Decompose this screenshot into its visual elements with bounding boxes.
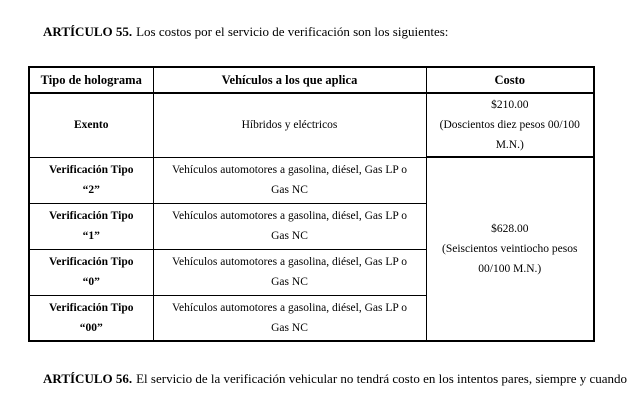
verification-cost-table bbox=[28, 66, 595, 342]
costo-merged-words-line1: (Seiscientos veintiocho pesos bbox=[442, 243, 578, 255]
header-tipo-de-holograma: Tipo de holograma bbox=[29, 67, 153, 93]
cell-costo-exento bbox=[426, 93, 594, 157]
header-costo: Costo bbox=[426, 67, 594, 93]
vehiculos-tipo-1-line1: Vehículos automotores a gasolina, diésel, Gas LP o bbox=[172, 210, 407, 222]
cell-tipo-0 bbox=[29, 249, 153, 295]
article-56-text: El servicio de la verificación vehicular no tendrá costo en los intentos pares, siempre y cuando bbox=[136, 371, 628, 386]
cell-vehiculos-tipo-2 bbox=[153, 157, 426, 203]
cell-vehiculos-exento: Híbridos y eléctricos bbox=[153, 93, 426, 157]
costo-exento-words-line1: (Doscientos diez pesos 00/100 bbox=[439, 119, 580, 131]
article-56-label: ARTÍCULO 56. bbox=[43, 371, 133, 386]
vehiculos-tipo-00-line2: Gas NC bbox=[271, 321, 308, 334]
vehiculos-tipo-0-line1: Vehículos automotores a gasolina, diésel, Gas LP o bbox=[172, 256, 407, 268]
vehiculos-tipo-2-line1: Vehículos automotores a gasolina, diésel, Gas LP o bbox=[172, 164, 407, 176]
cell-tipo-00 bbox=[29, 295, 153, 341]
cell-vehiculos-tipo-0 bbox=[153, 249, 426, 295]
tipo-0-line1: Verificación Tipo bbox=[49, 256, 134, 268]
cell-vehiculos-tipo-1 bbox=[153, 203, 426, 249]
costo-merged-words-line2: 00/100 M.N.) bbox=[478, 263, 542, 275]
table-header-row bbox=[29, 67, 594, 93]
table-row-exento bbox=[29, 93, 594, 157]
article-55-label: ARTÍCULO 55. bbox=[43, 24, 133, 39]
cell-tipo-1 bbox=[29, 203, 153, 249]
tipo-00-line1: Verificación Tipo bbox=[49, 301, 134, 314]
cell-tipo-exento: Exento bbox=[29, 93, 153, 157]
article-56-paragraph bbox=[43, 371, 627, 387]
cell-vehiculos-tipo-00 bbox=[153, 295, 426, 341]
tipo-00-line2: “00” bbox=[79, 321, 103, 334]
table-row-tipo-2 bbox=[29, 157, 594, 203]
costo-exento-amount: $210.00 bbox=[491, 99, 529, 111]
costo-merged-amount: $628.00 bbox=[491, 223, 529, 235]
tipo-2-line1: Verificación Tipo bbox=[49, 164, 134, 176]
cell-tipo-2 bbox=[29, 157, 153, 203]
article-55-paragraph bbox=[43, 24, 448, 40]
tipo-2-line2: “2” bbox=[82, 184, 100, 196]
vehiculos-tipo-1-line2: Gas NC bbox=[271, 230, 308, 242]
tipo-0-line2: “0” bbox=[82, 276, 100, 288]
article-55-text: Los costos por el servicio de verificación son los siguientes: bbox=[136, 24, 449, 39]
cell-costo-merged bbox=[426, 157, 594, 341]
tipo-1-line2: “1” bbox=[82, 230, 100, 242]
vehiculos-tipo-2-line2: Gas NC bbox=[271, 184, 308, 196]
vehiculos-tipo-0-line2: Gas NC bbox=[271, 276, 308, 288]
vehiculos-tipo-00-line1: Vehículos automotores a gasolina, diésel, Gas LP o bbox=[172, 301, 407, 314]
tipo-1-line1: Verificación Tipo bbox=[49, 210, 134, 222]
costo-exento-words-line2: M.N.) bbox=[495, 139, 524, 151]
header-vehiculos-aplica: Vehículos a los que aplica bbox=[153, 67, 426, 93]
